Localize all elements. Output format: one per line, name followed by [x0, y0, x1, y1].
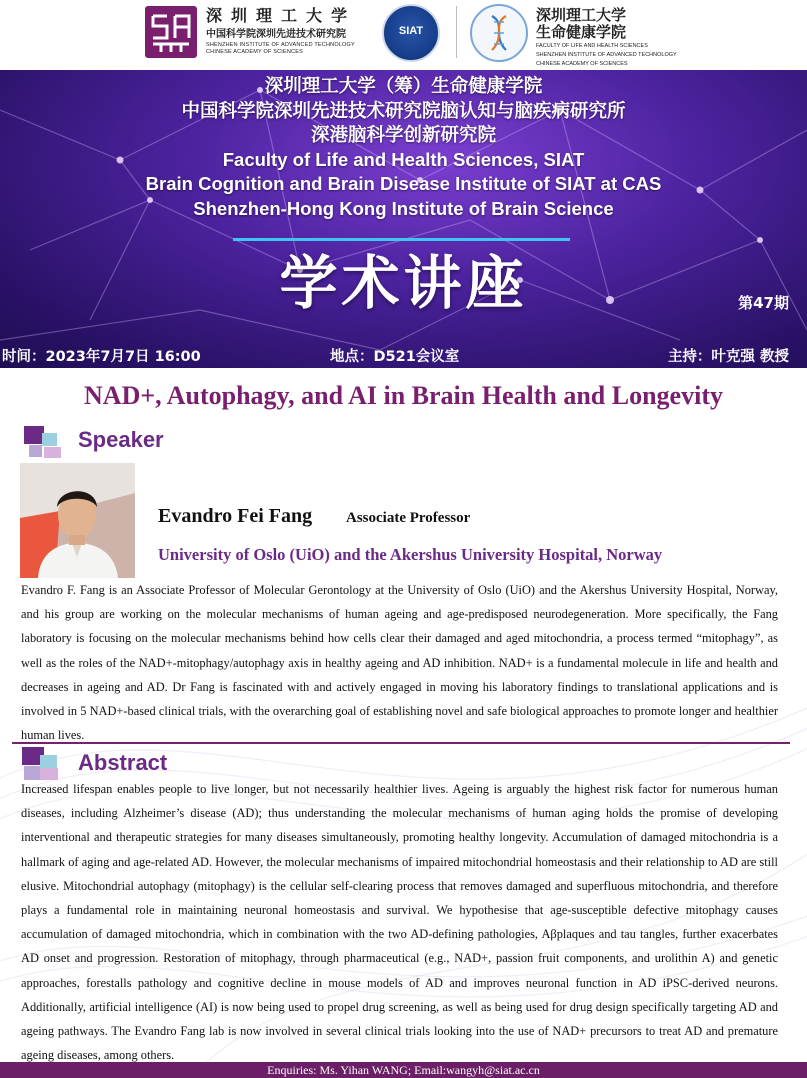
talk-title: NAD+, Autophagy, and AI in Brain Health and Longevity: [84, 381, 723, 410]
banner-line-5: Brain Cognition and Brain Disease Institute of SIAT at CAS: [145, 173, 662, 194]
logo-divider: [456, 6, 457, 58]
sutech-name-block: [206, 8, 356, 56]
flhs-name-en-1: FACULTY OF LIFE AND HEALTH SCIENCES: [536, 43, 648, 49]
event-time: 时间：2023年7月7日 16:00: [2, 349, 201, 365]
flhs-name-en-3: CHINESE ACADEMY OF SCIENCES: [536, 61, 628, 67]
flhs-name-cn-2: 生命健康学院: [536, 24, 627, 41]
abstract-text: Increased lifespan enables people to live longer, but not necessarily healthier lives. Ageing is arguably the highest risk factor for numerous human diseases, including Alzheimer’s disease (AD); thus understanding the molecular mechanisms of human aging holds the promise of developing interventional and therapeutic strategies for many diseases simultaneously, promoting healthy longevity. Accumulation of damaged mitochondria is a hallmark of aging and age-related AD. However, the molecular mechanisms of impaired mitochondrial homeostasis and their relationship to AD are still elusive. Mitochondrial autophagy (mitophagy) is the cellular self-clearing process that removes damaged and superfluous mitochondria, and therefore plays a fundamental role in maintaining neuronal homeostasis and survival. We hypothesise that age-susceptible defective mitophagy causes accumulation of damaged mitochondria, which in combination with the two AD-defining pathologies, Aβplaques and tau tangles, further exacerbates AD onset and progression. Restoration of mitophagy, through pharmaceutical (e.g., NAD+, passion fruit components, and urolithin A) and genetic approaches, forestalls pathology and cognitive decline in mouse models of AD and improves neuronal function in AD iPSC-derived neurons. Additionally, artificial intelligence (AI) is now being used to propel drug screening, as well as being used for drug design specifically targeting AD and ageing pathways. The Evandro Fang lab is now involved in several clinical trials looking into the use of NAD+ precursors to treat AD and premature ageing diseases, among others.: [21, 782, 778, 1063]
banner-line-6: Shenzhen-Hong Kong Institute of Brain Science: [193, 197, 614, 219]
section-square-icon: [40, 755, 57, 768]
siat-seal-text: SIAT: [398, 25, 424, 37]
speaker-section-header: [22, 424, 222, 460]
sutech-logo-icon: [145, 6, 197, 58]
speaker-photo: [20, 463, 135, 578]
siat-name-en-2: CHINESE ACADEMY OF SCIENCES: [206, 49, 303, 55]
section-square-icon: [29, 445, 42, 457]
flhs-name-cn-1: 深圳理工大学: [536, 7, 627, 24]
speaker-name: Evandro Fei Fang: [158, 505, 313, 527]
flhs-name-block: [536, 7, 677, 68]
section-square-icon: [42, 433, 57, 446]
speaker-section-label: Speaker: [78, 427, 164, 452]
enquiries-footer: Enquiries: Ms. Yihan WANG; Email:wangyh@siat.ac.cn: [0, 1062, 807, 1078]
speaker-bio: Evandro F. Fang is an Associate Professor of Molecular Gerontology at the University of Oslo (UiO) and the Akershus University Hospital, Norway, and his group are working on the molecular mechanisms of human ageing and age-predisposed neurodegeneration. More specifically, the Fang laboratory is focusing on the molecular mechanisms behind how cells clear their damaged and aged mitochondria, a process termed “mitophagy”, as well as the roles of the NAD+-mitophagy/autophagy axis in healthy ageing and AD inhibition. NAD+ is a fundamental molecule in life and health and decreases in ageing and AD. Dr Fang is fascinated with and actively engaged in moving his laboratory findings to translational applications and is involved in 5 NAD+-based clinical trials, with the overarching goal of establishing novel and safe biological approaches to promote longer and healthier human lives.: [21, 583, 778, 743]
section-square-icon: [24, 426, 44, 444]
banner-institutes: [0, 74, 807, 221]
sutech-name-cn: 深圳理工大学: [206, 8, 357, 25]
siat-name-en-1: SHENZHEN INSTITUTE OF ADVANCED TECHNOLOGY: [206, 42, 355, 48]
banner-accent-rule: [233, 238, 570, 241]
issue-number: 第47期: [738, 294, 789, 312]
flhs-name-en-2: SHENZHEN INSTITUTE OF ADVANCED TECHNOLOGY: [536, 52, 677, 58]
event-banner: [0, 70, 807, 368]
lecture-series-title: 学术讲座: [279, 249, 528, 317]
flhs-seal-icon: [470, 4, 528, 62]
event-location: 地点：D521会议室: [330, 349, 460, 365]
speaker-affiliation: University of Oslo (UiO) and the Akershus University Hospital, Norway: [158, 545, 663, 564]
siat-seal-icon: [382, 4, 440, 62]
siat-name-cn: 中国科学院深圳先进技术研究院: [206, 29, 346, 40]
speaker-position: Associate Professor: [346, 510, 471, 526]
banner-line-2: 中国科学院深圳先进技术研究院脑认知与脑疾病研究所: [181, 99, 626, 121]
section-divider: [12, 742, 790, 744]
event-host: 主持：叶克强 教授: [667, 349, 789, 365]
abstract-section-label: Abstract: [78, 750, 168, 775]
event-info-bar: [0, 342, 807, 366]
banner-line-1: 深圳理工大学（筹）生命健康学院: [264, 75, 543, 96]
section-square-icon: [44, 447, 61, 458]
banner-line-4: Faculty of Life and Health Sciences, SIAT: [222, 148, 585, 170]
banner-line-3: 深港脑科学创新研究院: [310, 124, 496, 145]
logo-header: [0, 0, 807, 70]
